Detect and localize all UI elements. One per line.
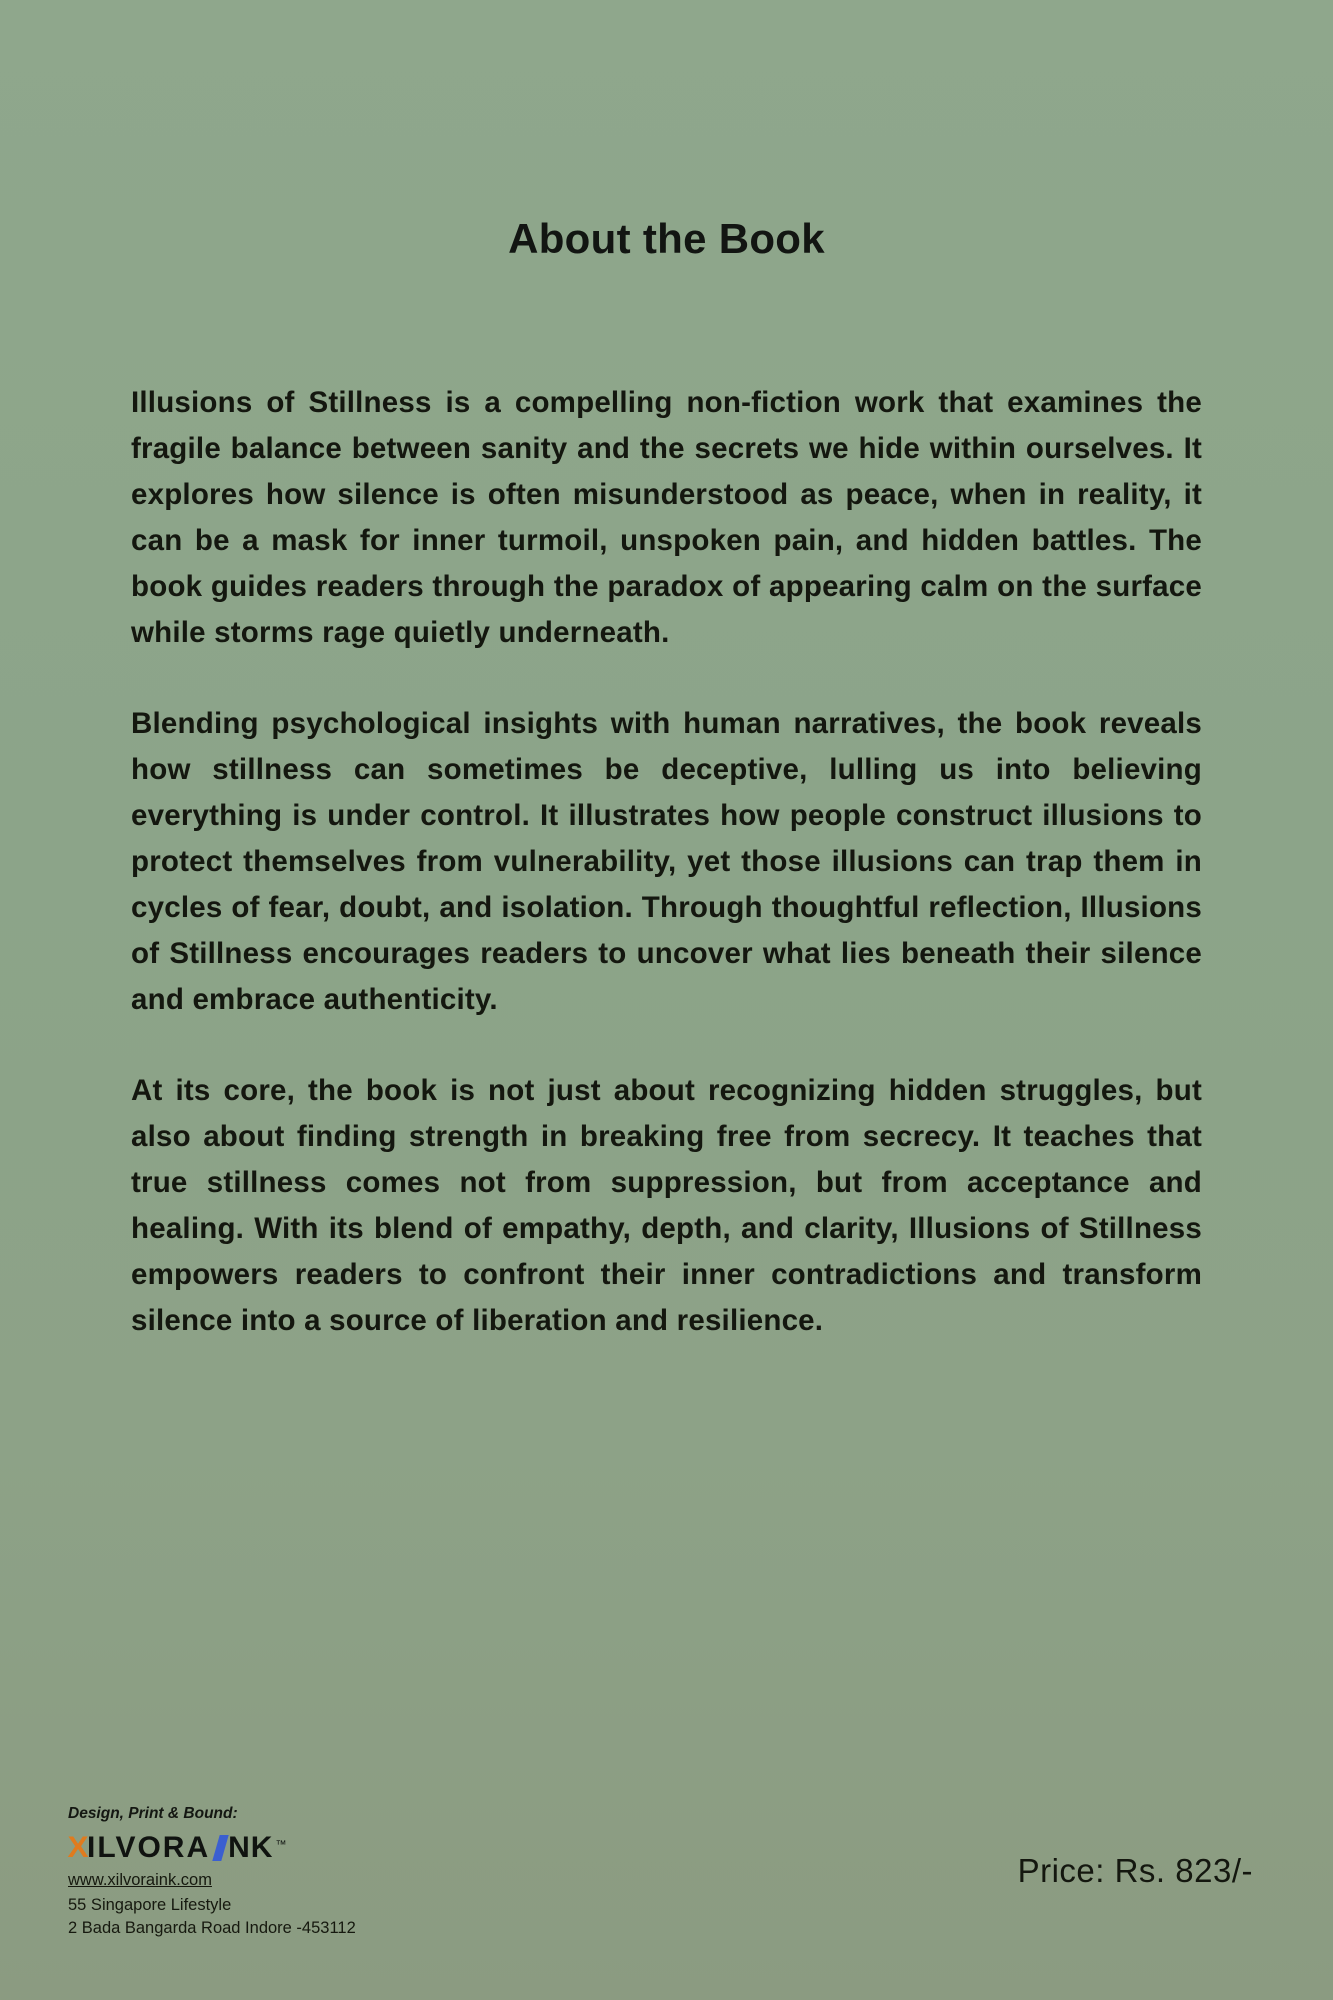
about-the-book-text: [131, 380, 1202, 1344]
logo-second-word: NK: [228, 1831, 274, 1864]
publisher-website-link[interactable]: www.xilvoraink.com: [68, 1871, 212, 1889]
price-label: Price: Rs. 823/-: [1017, 1852, 1253, 1889]
publisher-address-line-2: 2 Bada Bangarda Road Indore -453112: [68, 1919, 356, 1937]
paragraph-2: Blending psychological insights with human narratives, the book reveals how stillness can sometimes be deceptive, lulling us into believing everything is under control. It illustrates how people construct illusions to protect themselves from vulnerability, yet those illusions can trap them in cycles of fear, doubt, and isolation. Through thoughtful reflection, Illusions of Stillness encourages readers to uncover what lies beneath their silence and embrace authenticity.: [131, 707, 1202, 1016]
publisher-address-line-1: 55 Singapore Lifestyle: [68, 1896, 232, 1914]
paragraph-3: At its core, the book is not just about recognizing hidden struggles, but also about finding strength in breaking free from secrecy. It teaches that true stillness comes not from suppression, but from acceptance and healing. With its blend of empathy, depth, and clarity, Illusions of Stillness empowers readers to confront their inner contradictions and transform silence into a source of liberation and resilience.: [131, 1074, 1202, 1337]
logo-wordmark: ILVORA: [87, 1831, 211, 1864]
trademark-symbol: ™: [275, 1839, 287, 1851]
paragraph-1: Illusions of Stillness is a compelling non-fiction work that examines the fragile balance between sanity and the secrets we hide within ourselves. It explores how silence is often misunderstood as peace, when in reality, it can be a mask for inner turmoil, unspoken pain, and hidden battles. The book guides readers through the paradox of appearing calm on the surface while storms rage quietly underneath.: [131, 386, 1202, 649]
publisher-footer: [68, 1805, 588, 1940]
logo-x-mark: X: [67, 1831, 88, 1864]
design-print-bound-label: Design, Print & Bound:: [68, 1805, 238, 1822]
page-title: About the Book: [508, 215, 825, 262]
logo-slash-icon: [212, 1835, 228, 1861]
publisher-logo: [68, 1831, 588, 1865]
